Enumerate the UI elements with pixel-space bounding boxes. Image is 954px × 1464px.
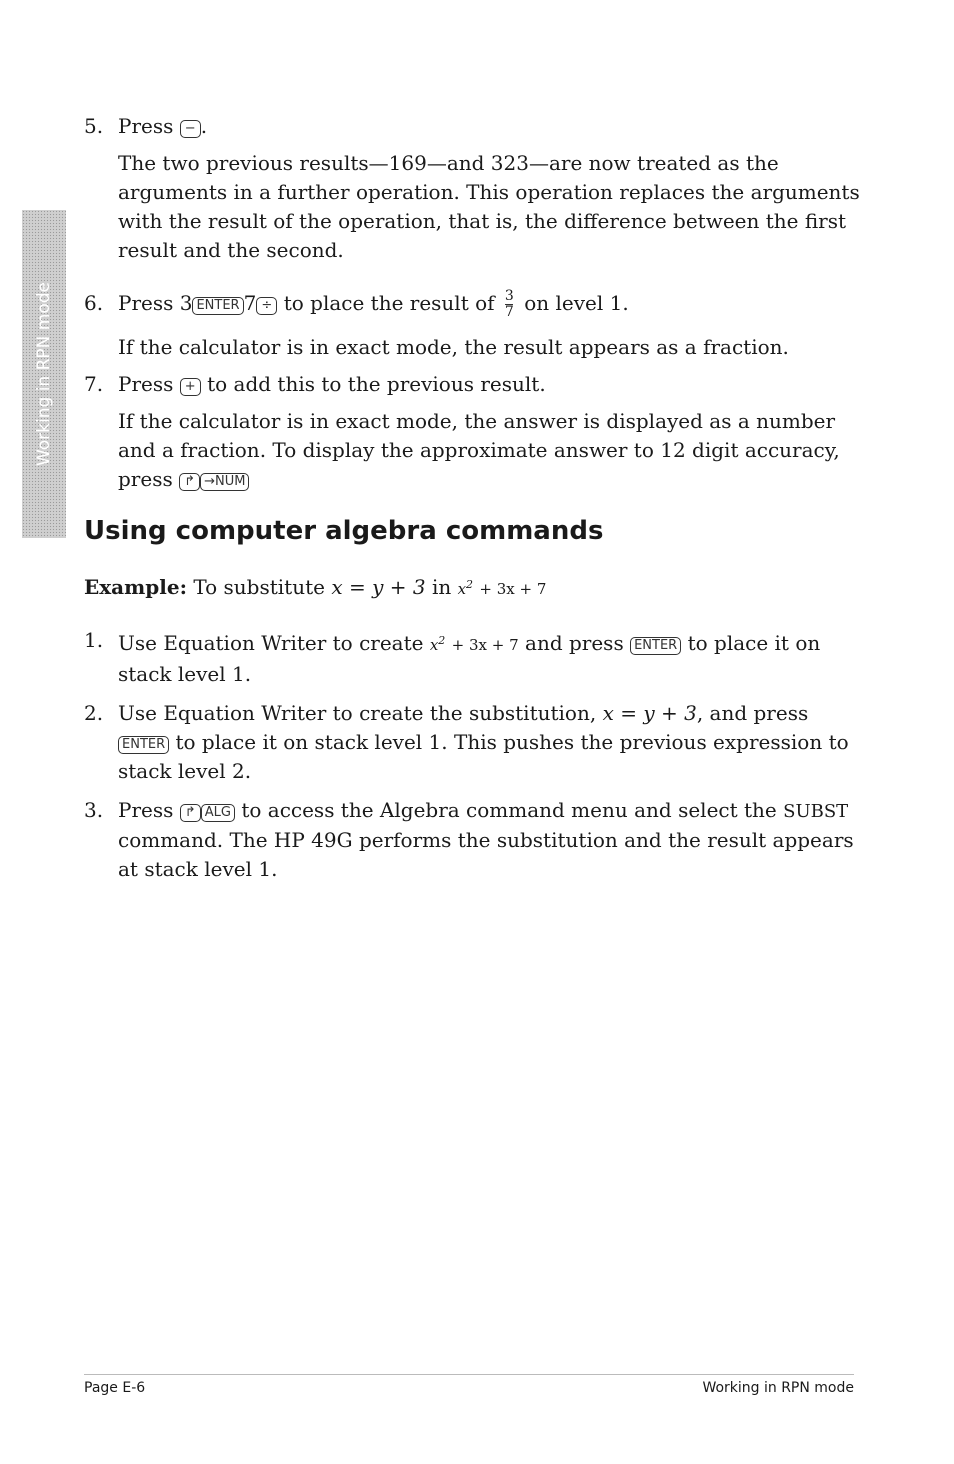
side-tab-label: Working in RPN mode xyxy=(34,281,54,467)
step-6: 6. Press 3 ENTER 7 ÷ to place the result of $\frac{3}{7}$ on level 1. If the calculator is in exact mode, the result appears as a fraction. xyxy=(84,289,864,362)
right-shift-key-icon: ↱ xyxy=(179,473,200,491)
step-7: 7. Press + to add this to the previous result. If the calculator is in exact mode, the answer is displayed as a number and a fraction. To display the approximate answer to 12 digit accuracy, press ↱ →NUM xyxy=(84,370,864,494)
fraction: $\frac{3}{7}$ xyxy=(504,288,514,320)
section-heading: Using computer algebra commands xyxy=(84,516,604,546)
footer xyxy=(84,1380,854,1396)
page-number: Page E-6 xyxy=(84,1380,146,1396)
enter-key-icon: ENTER xyxy=(192,297,243,315)
minus-key-icon: − xyxy=(180,120,201,138)
step-text: Press xyxy=(118,114,174,138)
divide-key-icon: ÷ xyxy=(256,297,277,315)
list-item-2: 2. Use Equation Writer to create the substitution, x = y + 3, and press ENTER to place it on stack level 1. This pushes the previous expression to stack level 2. xyxy=(84,701,849,783)
plus-key-icon: + xyxy=(180,378,201,396)
step-6-note: If the calculator is in exact mode, the result appears as a fraction. xyxy=(118,335,789,359)
step-5-description: The two previous results—169—and 323—are now treated as the arguments in a further operation. This operation replaces the arguments with the result of the operation, that is, the difference between the first result and the second. xyxy=(118,151,860,262)
list-item-3: 3. Press ↱ ALG to access the Algebra command menu and select the SUBST command. The HP 49G performs the substitution and the result appears at stack level 1. xyxy=(84,798,854,881)
step-5: 5. Press − . The two previous results—169—and 323—are now treated as the arguments in a further operation. This operation replaces the arguments with the result of the operation, that is, the difference between the first result and the second. xyxy=(84,112,864,265)
right-shift-key-icon: ↱ xyxy=(180,804,201,822)
example: Example: To substitute x = y + 3 in $x^2 + 3x + 7$ xyxy=(84,575,547,599)
footer-rule xyxy=(84,1374,854,1375)
step-7-note: If the calculator is in exact mode, the answer is displayed as a number and a fraction. To display the approximate answer to 12 digit accuracy, press ↱ →NUM xyxy=(118,409,840,491)
page-content xyxy=(84,112,864,884)
enter-key-icon: ENTER xyxy=(118,736,169,754)
num-key-icon: →NUM xyxy=(200,473,249,491)
chapter-title: Working in RPN mode xyxy=(702,1380,854,1396)
step-number: 6. xyxy=(84,291,104,315)
enter-key-icon: ENTER xyxy=(630,637,681,655)
step-number: 5. xyxy=(84,114,104,138)
step-number: 7. xyxy=(84,372,104,396)
alg-key-icon: ALG xyxy=(201,804,235,822)
list-item-1: 1. Use Equation Writer to create $x^2 + 3x + 7$ and press ENTER to place it on stack level 1. xyxy=(84,628,821,686)
